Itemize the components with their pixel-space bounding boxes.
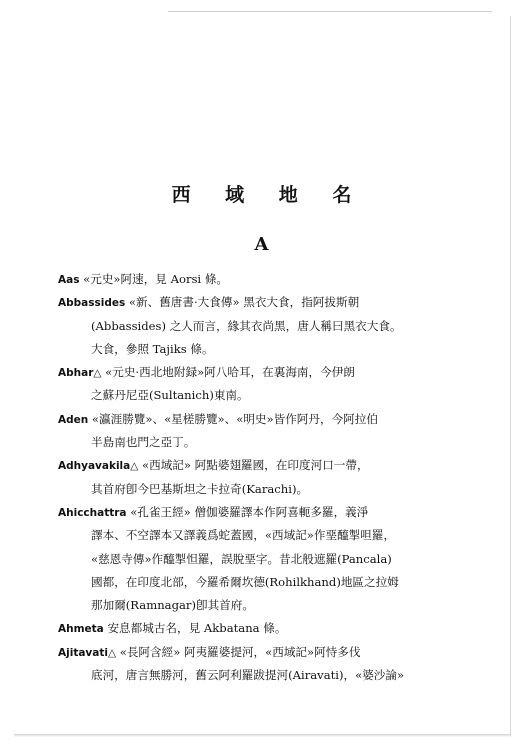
entry-definition: «瀛涯勝覽»、«星槎勝覽»、«明史»皆作阿丹，今阿拉伯	[88, 411, 378, 426]
dictionary-entry	[58, 408, 468, 455]
entry-first-line	[58, 641, 468, 664]
dictionary-entry	[58, 291, 468, 361]
entry-definition: «孔雀王經» 僧伽婆羅譯本作阿喜軛多羅，義淨	[126, 504, 369, 519]
entry-term: Aden	[58, 413, 89, 426]
entry-first-line	[58, 454, 468, 477]
dictionary-entry	[58, 501, 468, 617]
entry-first-line	[58, 617, 468, 640]
entry-continuation-line: «慈恩寺傳»作醯掣怛羅，誤脫堊字。昔北般遮羅(Pancala)	[91, 551, 392, 566]
entry-definition: «元史·西北地附録»阿八哈耳，在裏海南，今伊朗	[101, 365, 355, 380]
entry-continuation-line: 大食，參照 Tajiks 條。	[91, 341, 214, 356]
dictionary-entry	[58, 641, 468, 688]
entry-term: Adhyavakila△	[58, 460, 139, 473]
entry-definition: «長阿含經» 阿夷羅婆提河，«西域記»阿恃多伐	[116, 644, 361, 659]
dictionary-entry	[58, 361, 468, 408]
entry-first-line	[58, 501, 468, 524]
entry-definition: «元史»阿速，見 Aorsi 條。	[79, 272, 229, 286]
entry-term: Abhar△	[58, 367, 102, 380]
entry-first-line	[58, 268, 468, 291]
entry-term: Ajitavati△	[58, 646, 117, 659]
entry-definition: «西域記» 阿點婆翅羅國，在印度河口一帶，	[138, 458, 369, 473]
entry-definition: 安息都城古名，見 Akbatana 條。	[103, 621, 287, 636]
entry-term: Aas	[58, 274, 80, 286]
dictionary-entry	[58, 454, 468, 501]
section-letter: A	[254, 234, 269, 255]
entry-continuation-line: 譯本、不空譯本又譯義爲蛇蓋國，«西域記»作堊醯掣呾羅，	[91, 528, 396, 543]
entry-term: Ahicchattra	[58, 506, 127, 519]
entry-continuation-line: 其首府卽今巴基斯坦之卡拉奇(Karachi)。	[91, 481, 309, 496]
entry-continuation-line: 之蘇丹尼亞(Sultanich)東南。	[91, 388, 249, 403]
entry-continuation-line: 底河，唐言無勝河，舊云阿利羅跋提河(Airavati)，«婆沙論»	[91, 668, 405, 683]
entry-continuation-line: 國都，在印度北部，今羅希爾坎德(Rohilkhand)地區之拉姆	[91, 574, 399, 589]
entry-first-line	[58, 291, 468, 314]
dictionary-entry	[58, 617, 468, 640]
top-rule	[168, 11, 492, 12]
entry-continuation-line: 半島南也門之亞丁。	[91, 435, 196, 450]
entry-first-line	[58, 408, 468, 431]
entry-continuation-line: 那加爾(Ramnagar)卽其首府。	[91, 598, 254, 613]
entry-first-line	[58, 361, 468, 384]
entry-term: Ahmeta	[58, 623, 104, 636]
entry-continuation-line: (Abbassides) 之人而言，緣其衣尚黑，唐人稱曰黑衣大食。	[91, 318, 402, 333]
page-edge	[510, 16, 511, 734]
entry-definition: «新、舊唐書·大食傳» 黑衣大食，指阿拔斯朝	[125, 295, 360, 310]
dictionary-entry	[58, 268, 468, 291]
entry-term: Abbassides	[58, 297, 126, 310]
page-bottom-shadow	[14, 734, 511, 737]
page-title: 西 域 地 名	[171, 184, 366, 206]
entry-list	[58, 268, 468, 687]
